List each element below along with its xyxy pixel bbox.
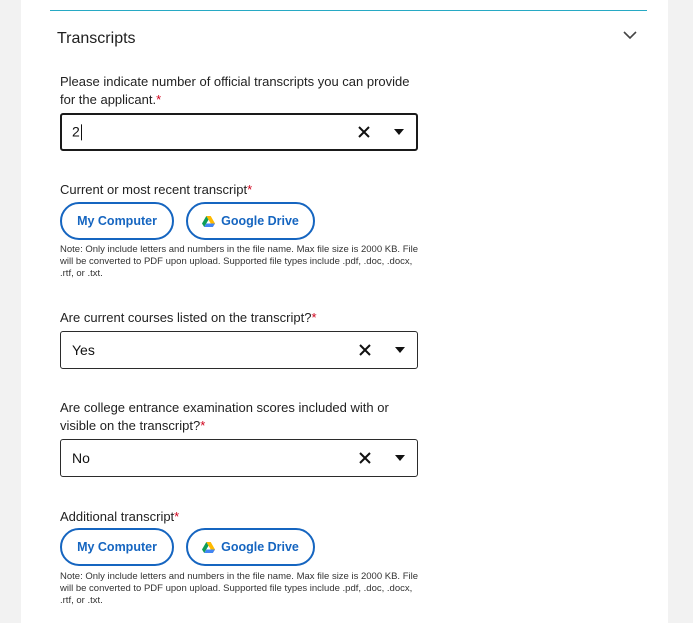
google-drive-button[interactable] bbox=[186, 202, 315, 240]
label-text: Are current courses listed on the transcript? bbox=[60, 310, 312, 325]
select-value: No bbox=[72, 450, 90, 466]
button-label: Google Drive bbox=[221, 214, 299, 228]
label-text: Please indicate number of official transcripts you can provide for the applicant. bbox=[60, 74, 410, 107]
select-value: Yes bbox=[72, 342, 95, 358]
close-icon[interactable] bbox=[359, 452, 371, 464]
button-label: My Computer bbox=[77, 540, 157, 554]
chevron-down-icon[interactable] bbox=[395, 455, 405, 461]
question-label-transcript-count bbox=[60, 73, 420, 109]
required-mark: * bbox=[174, 509, 180, 524]
label-text: Additional transcript bbox=[60, 509, 175, 524]
question-label-exam-scores bbox=[60, 399, 420, 435]
my-computer-button[interactable] bbox=[60, 202, 174, 240]
question-label-current-courses bbox=[60, 309, 420, 327]
label-text: Current or most recent transcript bbox=[60, 182, 248, 197]
exam-scores-select[interactable] bbox=[60, 439, 418, 477]
button-label: Google Drive bbox=[221, 540, 299, 554]
transcripts-card bbox=[21, 0, 668, 623]
text-cursor bbox=[81, 125, 82, 141]
question-label-current-transcript bbox=[60, 181, 420, 199]
close-icon[interactable] bbox=[358, 126, 370, 138]
required-mark: * bbox=[156, 92, 162, 107]
select-value: 2 bbox=[72, 123, 80, 140]
close-icon[interactable] bbox=[359, 344, 371, 356]
section-title: Transcripts bbox=[57, 30, 136, 47]
chevron-down-icon[interactable] bbox=[394, 129, 404, 135]
google-drive-button[interactable] bbox=[186, 528, 315, 566]
section-divider bbox=[50, 10, 647, 11]
transcript-count-select[interactable] bbox=[60, 113, 418, 151]
button-label: My Computer bbox=[77, 214, 157, 228]
required-mark: * bbox=[247, 182, 253, 197]
chevron-down-icon[interactable] bbox=[395, 347, 405, 353]
upload-note: Note: Only include letters and numbers in the file name. Max file size is 2000 KB. File will be converted to PDF upon upload. Supported file types include .pdf, .doc, .docx, .rtf, or .txt. bbox=[60, 244, 419, 279]
upload-note: Note: Only include letters and numbers in the file name. Max file size is 2000 KB. File will be converted to PDF upon upload. Supported file types include .pdf, .doc, .docx, .rtf, or .txt. bbox=[60, 571, 419, 606]
google-drive-icon bbox=[202, 216, 215, 227]
google-drive-icon bbox=[202, 542, 215, 553]
current-courses-select[interactable] bbox=[60, 331, 418, 369]
my-computer-button[interactable] bbox=[60, 528, 174, 566]
label-text: Are college entrance examination scores included with or visible on the transcript? bbox=[60, 400, 389, 433]
chevron-down-icon[interactable] bbox=[622, 29, 638, 41]
required-mark: * bbox=[311, 310, 317, 325]
question-label-additional-transcript bbox=[60, 508, 420, 526]
required-mark: * bbox=[200, 418, 206, 433]
